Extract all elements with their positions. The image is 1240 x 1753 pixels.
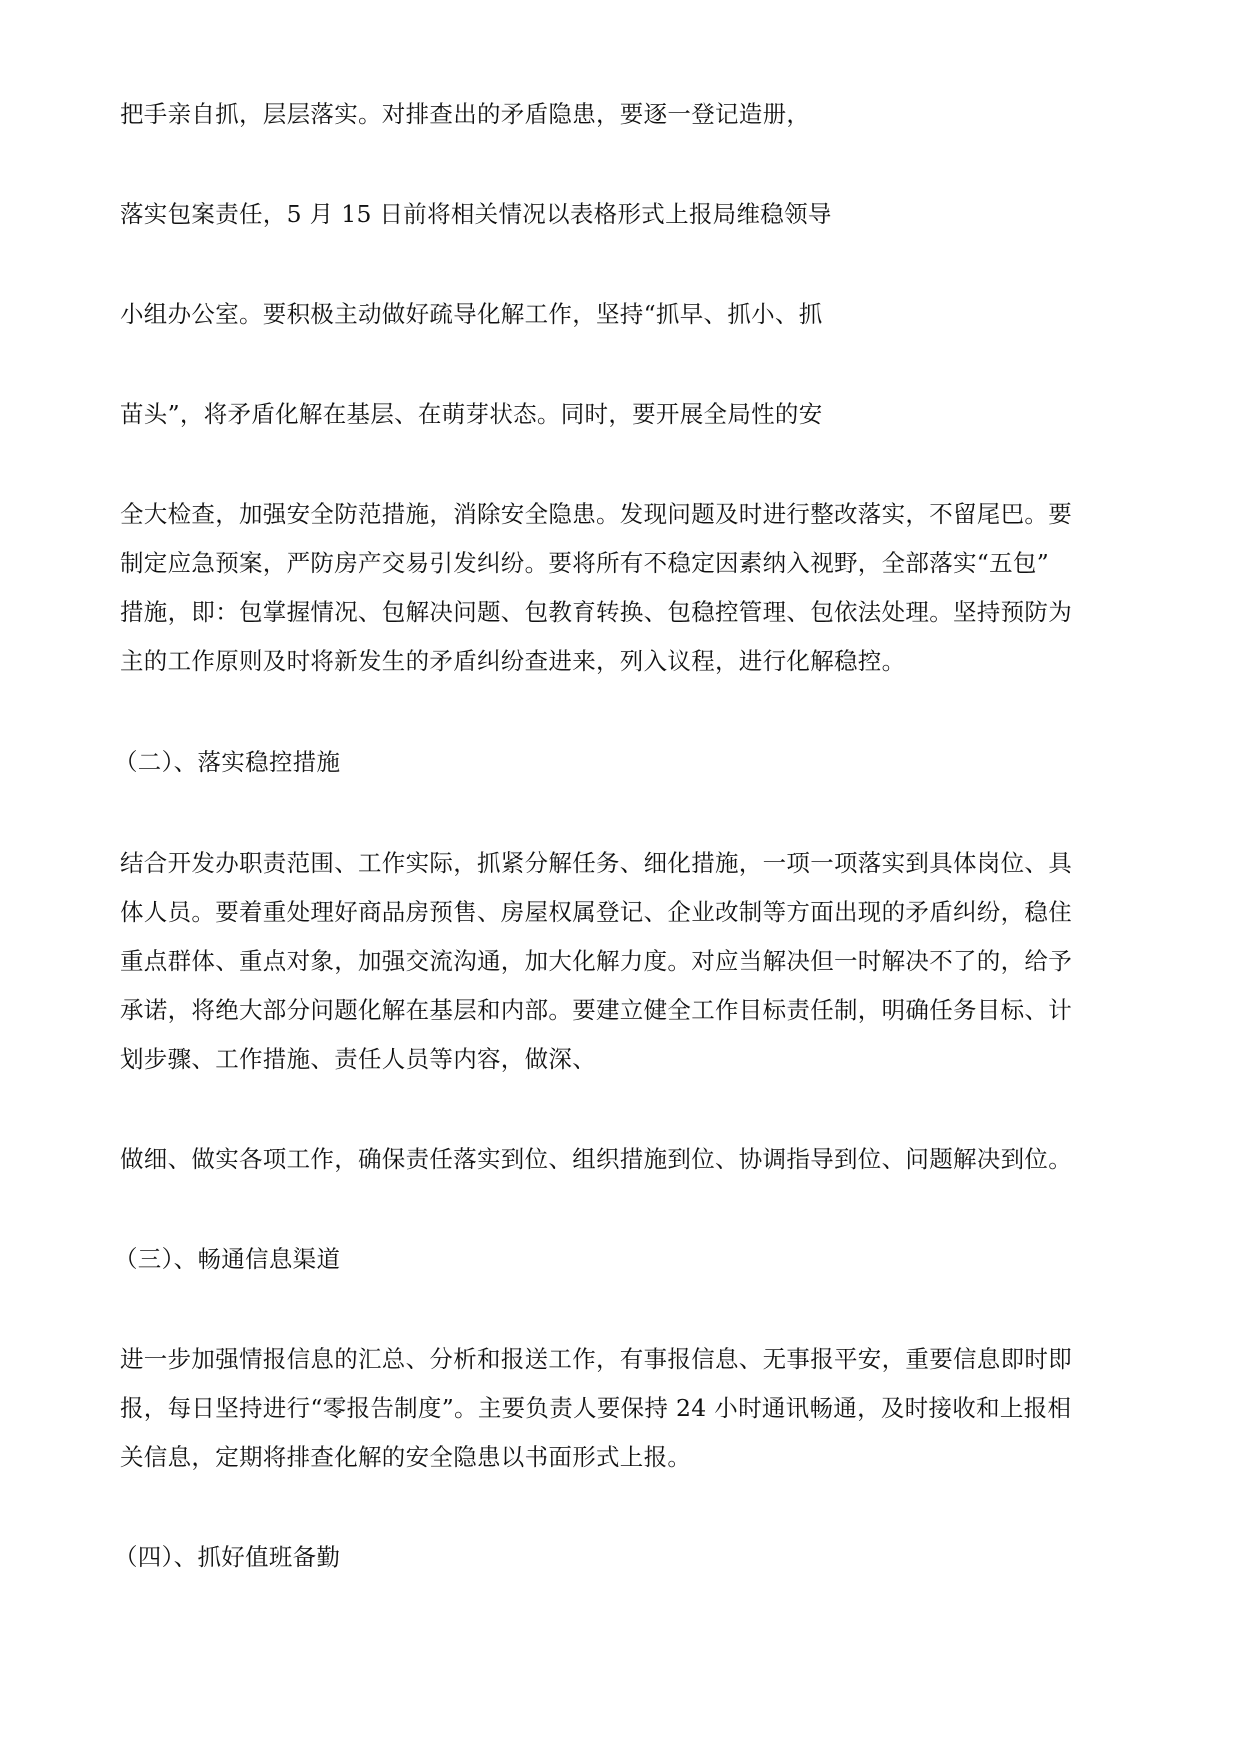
section-heading-4: （四）、抓好值班备勤	[114, 1543, 341, 1571]
paragraph-line: 制定应急预案，严防房产交易引发纠纷。要将所有不稳定因素纳入视野，全部落实“五包”	[120, 549, 1050, 577]
paragraph-line: 体人员。要着重处理好商品房预售、房屋权属登记、企业改制等方面出现的矛盾纠纷，稳住	[120, 898, 1072, 926]
paragraph-line: 重点群体、重点对象，加强交流沟通，加大化解力度。对应当解决但一时解决不了的，给予	[120, 947, 1072, 975]
section-heading-3: （三）、畅通信息渠道	[114, 1245, 341, 1273]
paragraph-line: 全大检查，加强安全防范措施，消除安全隐患。发现问题及时进行整改落实，不留尾巴。要	[120, 500, 1072, 528]
paragraph-line: 落实包案责任，5 月 15 日前将相关情况以表格形式上报局维稳领导	[120, 200, 832, 228]
paragraph-line: 主的工作原则及时将新发生的矛盾纠纷查进来，列入议程，进行化解稳控。	[120, 647, 906, 675]
section-heading-2: （二）、落实稳控措施	[114, 748, 341, 776]
paragraph-line: 苗头”，将矛盾化解在基层、在萌芽状态。同时，要开展全局性的安	[120, 400, 823, 428]
paragraph-line: 小组办公室。要积极主动做好疏导化解工作，坚持“抓早、抓小、抓	[120, 300, 823, 328]
paragraph-line: 关信息，定期将排查化解的安全隐患以书面形式上报。	[120, 1443, 692, 1471]
paragraph-line: 措施，即：包掌握情况、包解决问题、包教育转换、包稳控管理、包依法处理。坚持预防为	[120, 598, 1072, 626]
paragraph-line: 报，每日坚持进行“零报告制度”。主要负责人要保持 24 小时通讯畅通，及时接收和上报相	[120, 1394, 1072, 1422]
paragraph-line: 划步骤、工作措施、责任人员等内容，做深、	[120, 1045, 596, 1073]
paragraph-line: 进一步加强情报信息的汇总、分析和报送工作，有事报信息、无事报平安，重要信息即时即	[120, 1345, 1072, 1373]
paragraph-line: 做细、做实各项工作，确保责任落实到位、组织措施到位、协调指导到位、问题解决到位。	[120, 1145, 1072, 1173]
paragraph-line: 结合开发办职责范围、工作实际，抓紧分解任务、细化措施，一项一项落实到具体岗位、具	[120, 849, 1072, 877]
paragraph-line: 把手亲自抓，层层落实。对排查出的矛盾隐患，要逐一登记造册，	[120, 100, 811, 128]
paragraph-line: 承诺，将绝大部分问题化解在基层和内部。要建立健全工作目标责任制，明确任务目标、计	[120, 996, 1072, 1024]
